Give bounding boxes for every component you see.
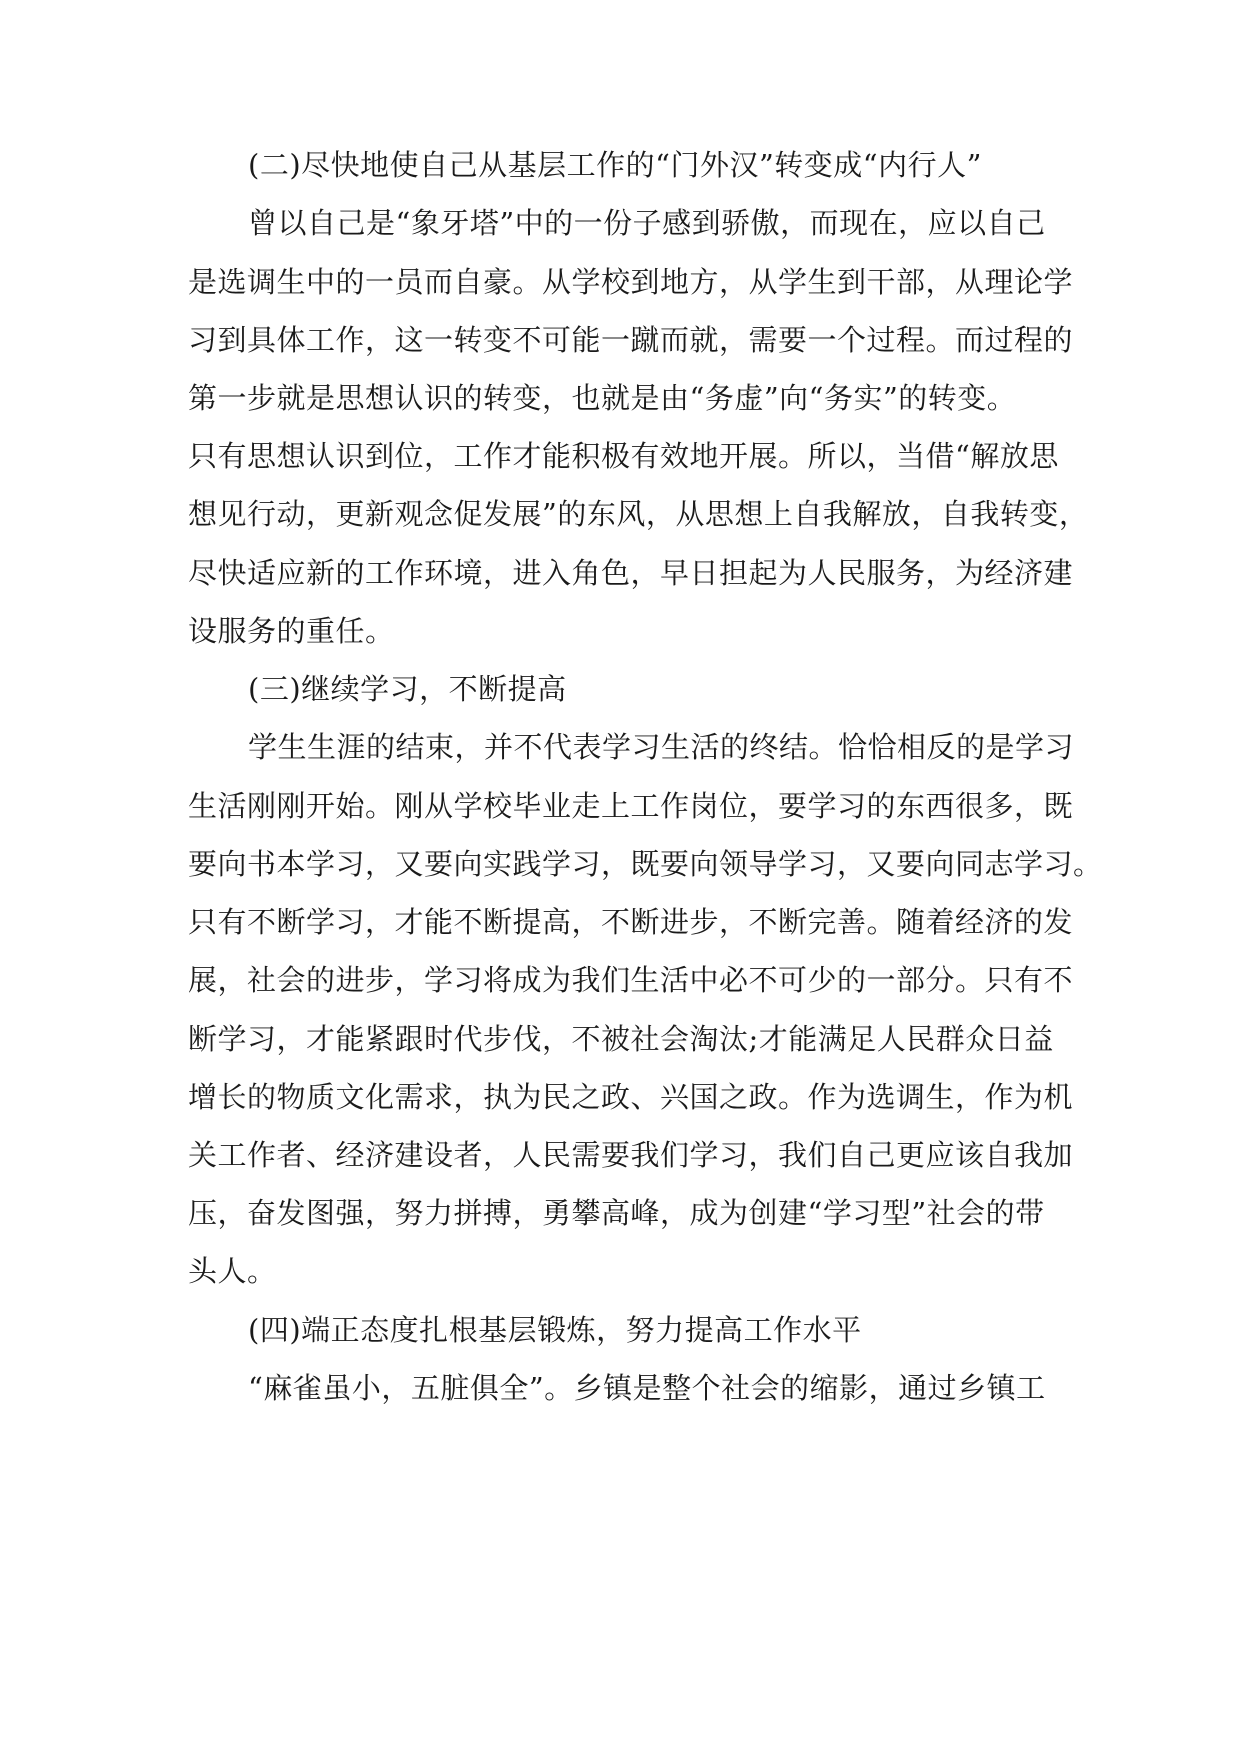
paragraph-line: 展，社会的进步，学习将成为我们生活中必不可少的一部分。只有不 <box>188 963 1074 997</box>
paragraph-line: 是选调生中的一员而自豪。从学校到地方，从学生到干部，从理论学 <box>188 265 1074 299</box>
paragraph-line: 断学习，才能紧跟时代步伐，不被社会淘汰;才能满足人民群众日益 <box>188 1022 1054 1056</box>
paragraph-line: 要向书本学习，又要向实践学习，既要向领导学习，又要向同志学习。 <box>188 847 1103 881</box>
paragraph-line: 学生生涯的结束，并不代表学习生活的终结。恰恰相反的是学习 <box>248 730 1075 764</box>
paragraph-line: 关工作者、经济建设者，人民需要我们学习，我们自己更应该自我加 <box>188 1138 1074 1172</box>
section-heading-3: (三)继续学习，不断提高 <box>248 672 567 706</box>
paragraph-line: 压，奋发图强，努力拼搏，勇攀高峰，成为创建“学习型”社会的带 <box>188 1196 1045 1230</box>
paragraph-line: 尽快适应新的工作环境，进入角色，早日担起为人民服务，为经济建 <box>188 556 1074 590</box>
paragraph-line: 生活刚刚开始。刚从学校毕业走上工作岗位，要学习的东西很多，既 <box>188 789 1074 823</box>
paragraph-line: 增长的物质文化需求，执为民之政、兴国之政。作为选调生，作为机 <box>188 1080 1074 1114</box>
paragraph-line: 想见行动，更新观念促发展”的东风，从思想上自我解放，自我转变， <box>188 497 1089 531</box>
paragraph-line: 设服务的重任。 <box>188 614 395 648</box>
paragraph-line: 习到具体工作，这一转变不可能一蹴而就，需要一个过程。而过程的 <box>188 323 1074 357</box>
paragraph-line: 头人。 <box>188 1254 277 1288</box>
paragraph-line: “麻雀虽小，五脏俱全”。乡镇是整个社会的缩影，通过乡镇工 <box>248 1371 1046 1405</box>
paragraph-line: 曾以自己是“象牙塔”中的一份子感到骄傲，而现在，应以自己 <box>248 206 1046 240</box>
section-heading-4: (四)端正态度扎根基层锻炼，努力提高工作水平 <box>248 1313 862 1347</box>
paragraph-line: 第一步就是思想认识的转变，也就是由“务虚”向“务实”的转变。 <box>188 381 1017 415</box>
section-heading-2: (二)尽快地使自己从基层工作的“门外汉”转变成“内行人” <box>248 148 982 182</box>
paragraph-line: 只有思想认识到位，工作才能积极有效地开展。所以，当借“解放思 <box>188 439 1059 473</box>
paragraph-line: 只有不断学习，才能不断提高，不断进步，不断完善。随着经济的发 <box>188 905 1074 939</box>
